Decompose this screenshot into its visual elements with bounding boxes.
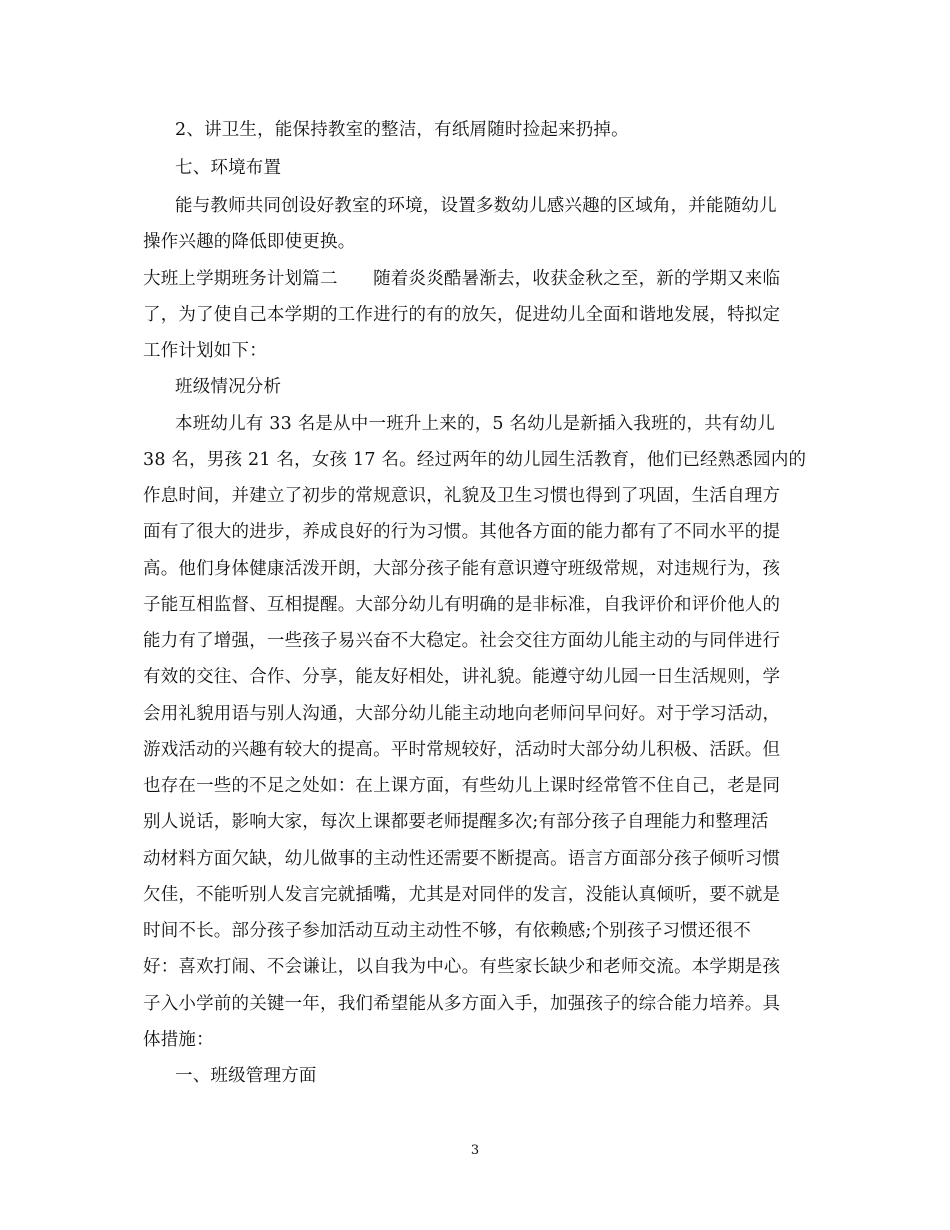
- text-line: 欠佳，不能听别人发言完就插嘴，尤其是对同伴的发言，没能认真倾听，要不就是: [143, 885, 781, 905]
- text-line: 面有了很大的进步，养成良好的行为习惯。其他各方面的能力都有了不同水平的提: [143, 522, 781, 542]
- text-line: 了，为了使自己本学期的工作进行的有的放矢，促进幼儿全面和谐地发展，特拟定: [143, 305, 781, 325]
- text-line: 别人说话，影响大家，每次上课都要老师提醒多次;有部分孩子自理能力和整理活: [143, 812, 769, 832]
- text-line: 游戏活动的兴趣有较大的提高。平时常规较好，活动时大部分幼儿积极、活跃。但: [143, 740, 781, 760]
- text-line: 会用礼貌用语与别人沟通，大部分幼儿能主动地向老师问早问好。对于学习活动，: [143, 704, 781, 724]
- text-line: 本班幼儿有 33 名是从中一班升上来的，5 名幼儿是新插入我班的，共有幼儿: [175, 414, 775, 434]
- text-line: 子能互相监督、互相提醒。大部分幼儿有明确的是非标准，自我评价和评价他人的: [143, 595, 781, 615]
- text-line: 工作计划如下：: [143, 341, 267, 361]
- text-line: 38 名，男孩 21 名，女孩 17 名。经过两年的幼儿园生活教育，他们已经熟悉园内的: [143, 450, 807, 470]
- section-heading: 班级情况分析: [175, 377, 282, 397]
- text-line: 作息时间，并建立了初步的常规意识，礼貌及卫生习惯也得到了巩固，生活自理方: [143, 486, 781, 506]
- text-line: 能力有了增强，一些孩子易兴奋不大稳定。社会交往方面幼儿能主动的与同伴进行: [143, 631, 781, 651]
- text-line: 子入小学前的关键一年，我们希望能从多方面入手，加强孩子的综合能力培养。具: [143, 994, 781, 1014]
- text-line: 有效的交往、合作、分享，能友好相处，讲礼貌。能遵守幼儿园一日生活规则，学: [143, 667, 781, 687]
- text-line: 2、讲卫生，能保持教室的整洁，有纸屑随时捡起来扔掉。: [175, 120, 629, 140]
- page-number: 3: [470, 1143, 480, 1158]
- section-heading: 七、环境布置: [175, 158, 282, 178]
- text-line: 动材料方面欠缺，幼儿做事的主动性还需要不断提高。语言方面部分孩子倾听习惯: [143, 849, 781, 869]
- text-line: 体措施：: [143, 1030, 214, 1050]
- text-line: 能与教师共同创设好教室的环境，设置多数幼儿感兴趣的区域角，并能随幼儿: [175, 196, 777, 216]
- section-heading: 一、班级管理方面: [175, 1066, 317, 1086]
- text-line: 也存在一些的不足之处如：在上课方面，有些幼儿上课时经常管不住自己，老是同: [143, 776, 781, 796]
- text-line: 高。他们身体健康活泼开朗，大部分孩子能有意识遵守班级常规，对违规行为，孩: [143, 559, 781, 579]
- text-line: 操作兴趣的降低即使更换。: [143, 232, 356, 252]
- text-line: 好：喜欢打闹、不会谦让，以自我为中心。有些家长缺少和老师交流。本学期是孩: [143, 957, 781, 977]
- text-line: 时间不长。部分孩子参加活动互动主动性不够，有依赖感;个别孩子习惯还很不: [143, 921, 751, 941]
- text-line: 大班上学期班务计划篇二 随着炎炎酷暑渐去，收获金秋之至，新的学期又来临: [143, 269, 781, 289]
